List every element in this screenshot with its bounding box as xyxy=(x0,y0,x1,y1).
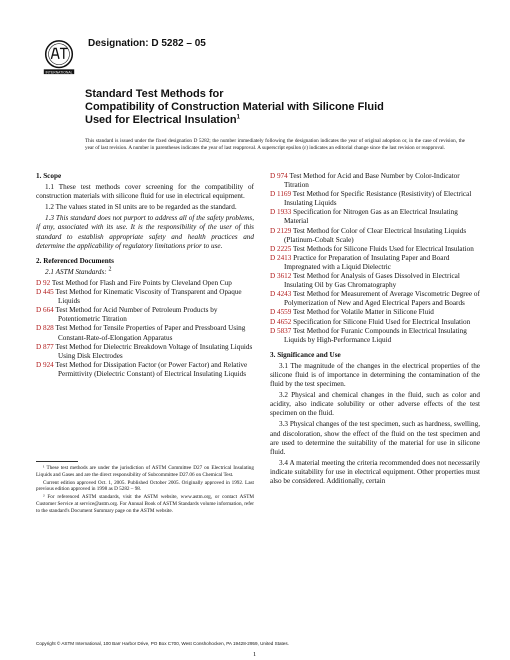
reference-code-link[interactable]: D 445 xyxy=(36,288,54,297)
reference-code-link[interactable]: D 2129 xyxy=(270,226,292,235)
scope-1-3: 1.3 This standard does not purport to address all of the safety problems, if any, associated with its use. It is the responsibility of the user of this standard to establish appropriate safety and health practices and determine the applicability of regulatory limitations prior to use. xyxy=(36,214,254,250)
reference-title: Test Method for Tensile Properties of Paper and Pressboard Using Constant-Rate-of-Elongation Apparatus xyxy=(55,324,246,342)
reference-item xyxy=(36,324,254,342)
footnote-1: ¹ These test methods are under the jurisdiction of ASTM Committee D27 on Electrical Insulating Liquids and Gases and are the direct responsibility of Subcommittee D27.06 on Chemical Test. xyxy=(36,465,254,478)
reference-item xyxy=(270,290,480,308)
designation: Designation: D 5282 – 05 xyxy=(88,38,206,49)
reference-item xyxy=(270,245,480,254)
reference-title: Test Method for Kinematic Viscosity of Transparent and Opaque Liquids xyxy=(55,288,242,306)
title-line-1: Standard Test Methods for xyxy=(85,88,224,100)
reference-item xyxy=(270,208,480,226)
referenced-documents-heading: 2. Referenced Documents xyxy=(36,256,114,265)
reference-item xyxy=(270,272,480,290)
reference-title: Specification for Nitrogen Gas as an Electrical Insulating Material xyxy=(284,208,458,226)
significance-3-3: 3.3 Physical changes of the test specimen, such as hardness, swelling, and discoloration, show the effect of the fluid on the test specimen and are used to determine the suitability of the material for use in silicone fluid. xyxy=(270,420,480,456)
reference-code-link[interactable]: D 3612 xyxy=(270,272,292,281)
title-line-2: Compatibility of Construction Material with Silicone Fluid xyxy=(85,101,384,113)
scope-heading: 1. Scope xyxy=(36,172,62,180)
title-line-3: Used for Electrical Insulation$^1$ xyxy=(85,114,240,126)
reference-title: Test Method for Analysis of Gases Dissolved in Electrical Insulating Oil by Gas Chromatography xyxy=(284,272,460,290)
reference-code-link[interactable]: D 2413 xyxy=(270,253,292,262)
reference-code-link[interactable]: D 4559 xyxy=(270,308,292,317)
left-column xyxy=(36,172,254,379)
reference-code-link[interactable]: D 974 xyxy=(270,172,288,180)
reference-item xyxy=(36,343,254,361)
reference-code-link[interactable]: D 5837 xyxy=(270,326,292,335)
significance-heading: 3. Significance and Use xyxy=(270,350,341,359)
reference-item xyxy=(36,306,254,324)
astm-logo xyxy=(40,38,78,76)
reference-item xyxy=(36,361,254,379)
reference-title: Test Method for Acid and Base Number by Color-Indicator Titration xyxy=(284,172,460,190)
reference-item xyxy=(270,190,480,208)
issuance-note: This standard is issued under the fixed designation D 5282; the number immediately following the designation indicates the year of original adoption or, in the case of revision, the year of last revision. A number in parentheses indicates the year of last reapproval. A superscript epsilon (ε) indicates an editorial change since the last revision or reapproval. xyxy=(85,138,465,152)
significance-3-2: 3.2 Physical and chemical changes in the fluid, such as color and acidity, also indicate solubility or other adverse effects of the test specimen on the fluid. xyxy=(270,391,480,418)
reference-item xyxy=(270,227,480,245)
reference-code-link[interactable]: D 2225 xyxy=(270,244,292,253)
reference-code-link[interactable]: D 828 xyxy=(36,324,54,333)
reference-code-link[interactable]: D 1169 xyxy=(270,190,292,199)
reference-code-link[interactable]: D 4652 xyxy=(270,317,292,326)
astm-standards-subheading: 2.1 ASTM Standards: $^2$ xyxy=(45,266,112,276)
reference-item xyxy=(270,172,480,190)
reference-title: Test Method for Measurement of Average Viscometric Degree of Polymerization of New and Aged Electrical Papers and Boards xyxy=(284,290,480,308)
reference-list-left xyxy=(36,279,254,379)
footnote-1-edition: Current edition approved Oct. 1, 2005. Published October 2005. Originally approved in 1992. Last previous edition approved in 1998 as D 5282 – 98. xyxy=(36,479,254,493)
reference-title: Practice for Preparation of Insulating Paper and Board Impregnated with a Liquid Dielectric xyxy=(284,253,450,271)
reference-title: Test Method for Color of Clear Electrical Insulating Liquids (Platinum-Cobalt Scale) xyxy=(284,226,467,244)
reference-list-right xyxy=(270,172,480,345)
reference-item xyxy=(270,254,480,272)
page-number: 1 xyxy=(253,651,257,658)
reference-item xyxy=(270,327,480,345)
significance-3-4: 3.4 A material meeting the criteria recommended does not necessarily indicate suitability for use in electrical equipment. Other properties must also be considered. Additionally, certain xyxy=(270,458,480,485)
reference-title: Test Method for Volatile Matter in Silicone Fluid xyxy=(293,308,434,317)
reference-code-link[interactable]: D 1933 xyxy=(270,208,292,217)
reference-title: Test Method for Flash and Fire Points by Cleveland Open Cup xyxy=(51,278,232,287)
svg-text:INTERNATIONAL: INTERNATIONAL xyxy=(45,70,73,75)
footnotes xyxy=(36,465,254,516)
footnote-divider xyxy=(36,461,78,462)
reference-item xyxy=(36,288,254,306)
right-column xyxy=(270,172,480,488)
reference-code-link[interactable]: D 924 xyxy=(36,360,54,369)
reference-code-link[interactable]: D 4243 xyxy=(270,290,292,299)
scope-1-1: 1.1 These test methods cover screening for the compatibility of construction materials with silicone fluid for use in electrical equipment. xyxy=(36,183,254,201)
reference-title: Test Method for Furanic Compounds in Electrical Insulating Liquids by High-Performance Liquid xyxy=(284,326,467,344)
reference-title: Test Method for Dielectric Breakdown Voltage of Insulating Liquids Using Disk Electrodes xyxy=(55,342,253,360)
significance-3-1: 3.1 The magnitude of the changes in the electrical properties of the silicone fluid is of importance in determining the contamination of the fluid by the test specimen. xyxy=(270,361,480,389)
reference-title: Test Method for Dissipation Factor (or Power Factor) and Relative Permittivity (Dielectric Constant) of Electrical Insulating Liquids xyxy=(55,360,248,378)
reference-item xyxy=(270,308,480,317)
reference-code-link[interactable]: D 877 xyxy=(36,342,54,351)
reference-title: Test Method for Acid Number of Petroleum Products by Potentiometric Titration xyxy=(55,306,218,324)
reference-code-link[interactable]: D 92 xyxy=(36,278,51,287)
reference-item xyxy=(36,279,254,288)
reference-title: Specification for Silicone Fluid Used for Electrical Insulation xyxy=(293,317,471,326)
reference-code-link[interactable]: D 664 xyxy=(36,306,54,315)
copyright-line: Copyright © ASTM International, 100 Barr Harbor Drive, PO Box C700, West Conshohocken, PA 19428-2959, United States. xyxy=(36,641,289,646)
footnote-2: ² For referenced ASTM standards, visit the ASTM website, www.astm.org, or contact ASTM Customer Service at service@astm.org. For Annual Book of ASTM Standards volume information, refer to the standard's Document Summary page on the ASTM website. xyxy=(36,494,254,514)
scope-1-2: 1.2 The values stated in SI units are to be regarded as the standard. xyxy=(45,203,237,212)
reference-item xyxy=(270,318,480,327)
document-title xyxy=(85,88,465,127)
title-footnote-mark: 1 xyxy=(236,114,240,121)
reference-title: Test Method for Specific Resistance (Resistivity) of Electrical Insulating Liquids xyxy=(284,190,472,208)
reference-title: Test Methods for Silicone Fluids Used for Electrical Insulation xyxy=(293,244,474,253)
